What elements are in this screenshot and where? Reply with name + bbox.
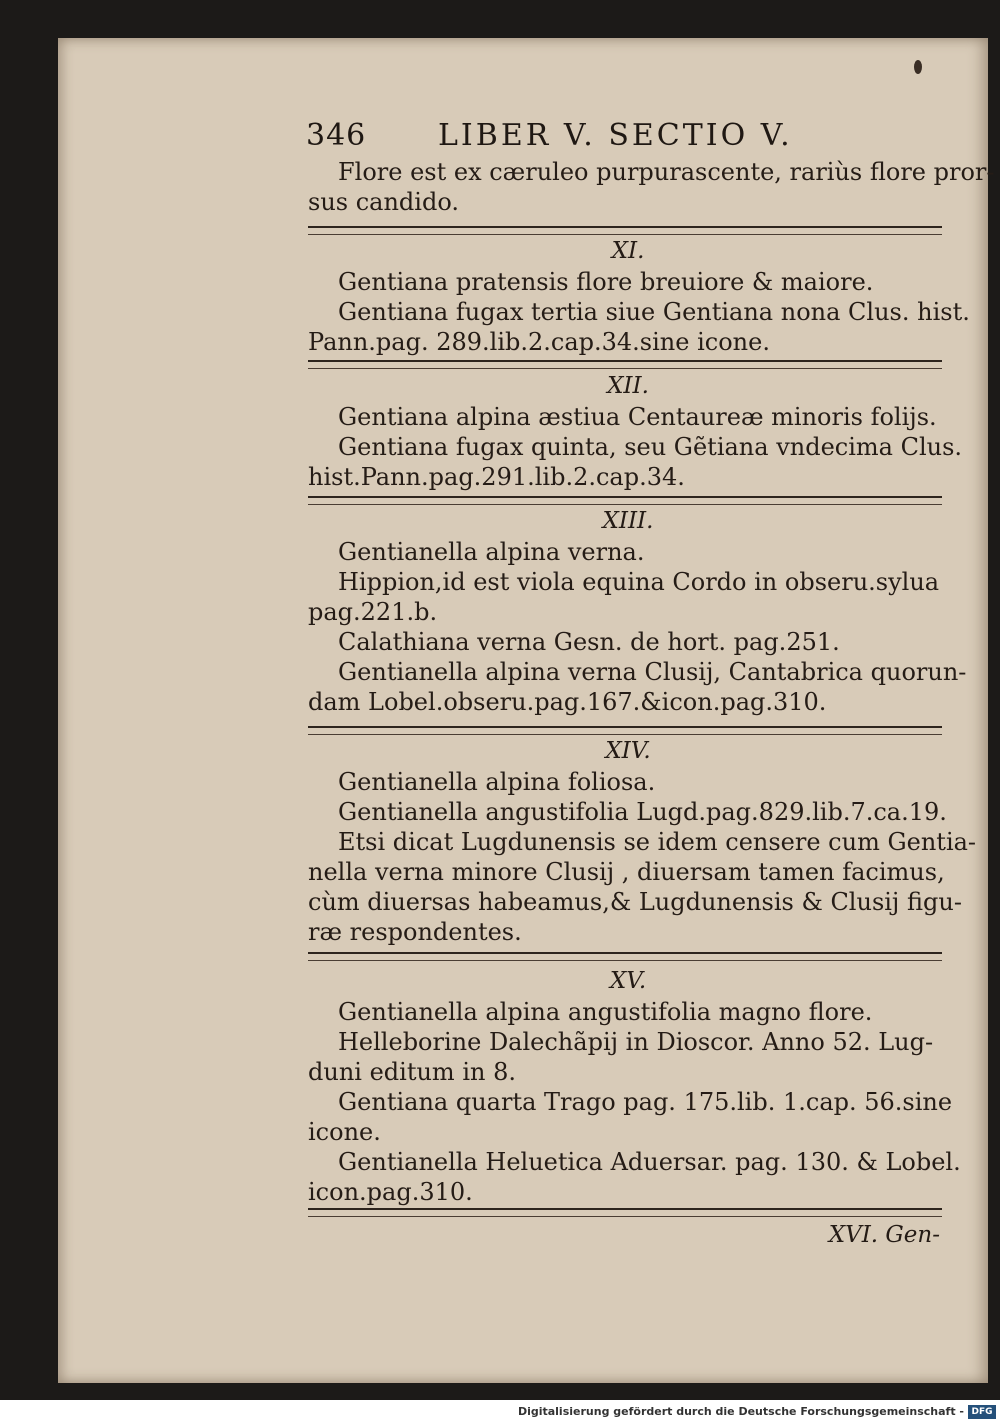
text-line: Gentiana alpina æstiua Centaureæ minoris folijs. xyxy=(338,403,937,431)
text-line: icon.pag.310. xyxy=(308,1178,473,1206)
text-line: icone. xyxy=(308,1118,381,1146)
text-line: sus candido. xyxy=(308,188,459,216)
text-line: duni editum in 8. xyxy=(308,1058,516,1086)
section-numeral: XI. xyxy=(611,238,645,264)
section-rule xyxy=(308,952,942,961)
footer-credit: Digitalisierung gefördert durch die Deutsche Forschungsgemeinschaft - xyxy=(517,1405,964,1418)
text-line: Gentiana fugax tertia siue Gentiana nona Clus. hist. xyxy=(338,298,970,326)
text-line: Gentianella alpina verna. xyxy=(338,538,645,566)
text-line: hist.Pann.pag.291.lib.2.cap.34. xyxy=(308,463,685,491)
text-line: Gentiana pratensis flore breuiore & maiore. xyxy=(338,268,874,296)
footer-bar xyxy=(0,1403,1000,1423)
text-line: Calathiana verna Gesn. de hort. pag.251. xyxy=(338,628,840,656)
section-rule xyxy=(308,360,942,369)
text-line: Gentianella alpina foliosa. xyxy=(338,768,656,796)
text-line: nella verna minore Clusij , diuersam tamen facimus, xyxy=(308,858,945,886)
section-rule xyxy=(308,726,942,735)
text-line: Gentiana quarta Trago pag. 175.lib. 1.cap. 56.sine xyxy=(338,1088,953,1116)
section-numeral: XII. xyxy=(607,373,649,399)
text-line: ræ respondentes. xyxy=(308,918,522,946)
text-line: Etsi dicat Lugdunensis se idem censere cum Gentia- xyxy=(338,828,977,856)
text-line: Pann.pag. 289.lib.2.cap.34.sine icone. xyxy=(308,328,770,356)
dfg-logo: DFG xyxy=(968,1405,996,1419)
running-head: LIBER V. SECTIO V. xyxy=(438,118,793,153)
text-line: Gentianella angustifolia Lugd.pag.829.lib.7.ca.19. xyxy=(338,798,947,826)
section-rule xyxy=(308,226,942,235)
text-line: Flore est ex cæruleo purpurascente, rariùs flore pror- xyxy=(338,158,995,186)
text-line: Gentianella Heluetica Aduersar. pag. 130. & Lobel. xyxy=(338,1148,961,1176)
text-line: Hippion,id est viola equina Cordo in obseru.sylua xyxy=(338,568,940,596)
text-line: cùm diuersas habeamus,& Lugdunensis & Clusij figu- xyxy=(308,888,962,916)
section-numeral: XIV. xyxy=(605,738,651,764)
text-line: dam Lobel.obseru.pag.167.&icon.pag.310. xyxy=(308,688,827,716)
section-rule xyxy=(308,496,942,505)
section-numeral: XIII. xyxy=(602,508,654,534)
catchword: XVI. Gen- xyxy=(828,1222,940,1248)
text-line: Gentianella alpina verna Clusij, Cantabrica quorun- xyxy=(338,658,967,686)
text-line: Gentianella alpina angustifolia magno flore. xyxy=(338,998,873,1026)
section-numeral: XV. xyxy=(609,968,647,994)
text-line: pag.221.b. xyxy=(308,598,438,626)
page-number: 346 xyxy=(306,118,367,153)
text-line: Helleborine Dalechãpij in Dioscor. Anno 52. Lug- xyxy=(338,1028,934,1056)
text-line: Gentiana fugax quinta, seu Gẽtiana vndecima Clus. xyxy=(338,433,963,461)
section-rule xyxy=(308,1208,942,1217)
